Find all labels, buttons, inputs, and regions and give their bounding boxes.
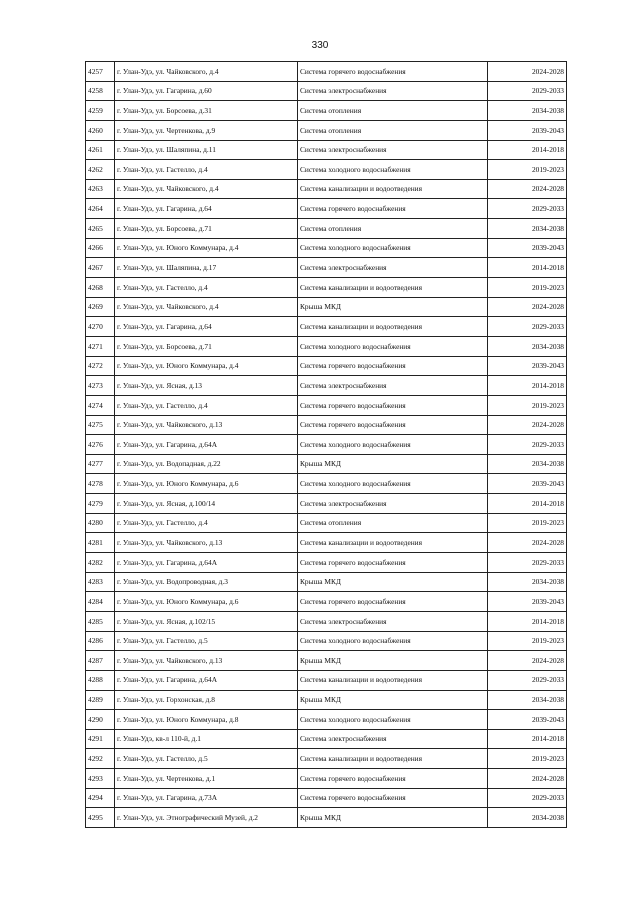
system-cell: Система горячего водоснабжения [298, 788, 488, 808]
table-row [86, 631, 567, 651]
address-cell: г. Улан-Удэ, ул. Шаляпина, д.17 [115, 258, 298, 278]
period-cell: 2019-2023 [488, 513, 567, 533]
address-cell: г. Улан-Удэ, ул. Шаляпина, д.11 [115, 140, 298, 160]
address-cell: г. Улан-Удэ, ул. Юного Коммунара, д.4 [115, 356, 298, 376]
address-cell: г. Улан-Удэ, ул. Гастелло, д.4 [115, 278, 298, 298]
address-cell: г. Улан-Удэ, ул. Горхонская, д.8 [115, 690, 298, 710]
table-body [86, 62, 567, 828]
row-number-cell: 4258 [86, 81, 115, 101]
system-cell: Система горячего водоснабжения [298, 395, 488, 415]
row-number-cell: 4276 [86, 435, 115, 455]
row-number-cell: 4295 [86, 808, 115, 828]
table-row [86, 120, 567, 140]
system-cell: Система отопления [298, 513, 488, 533]
row-number-cell: 4286 [86, 631, 115, 651]
system-cell: Система канализации и водоотведения [298, 317, 488, 337]
period-cell: 2034-2038 [488, 690, 567, 710]
system-cell: Система горячего водоснабжения [298, 769, 488, 789]
system-cell: Система электроснабжения [298, 376, 488, 396]
row-number-cell: 4271 [86, 336, 115, 356]
address-cell: г. Улан-Удэ, ул. Юного Коммунара, д.4 [115, 238, 298, 258]
period-cell: 2039-2043 [488, 356, 567, 376]
table-row [86, 474, 567, 494]
table-row [86, 219, 567, 239]
row-number-cell: 4294 [86, 788, 115, 808]
row-number-cell: 4259 [86, 101, 115, 121]
row-number-cell: 4261 [86, 140, 115, 160]
period-cell: 2024-2028 [488, 415, 567, 435]
system-cell: Система горячего водоснабжения [298, 62, 488, 82]
address-cell: г. Улан-Удэ, ул. Чайковского, д.13 [115, 533, 298, 553]
address-cell: г. Улан-Удэ, ул. Гагарина, д.64А [115, 435, 298, 455]
address-cell: г. Улан-Удэ, ул. Чайковского, д.13 [115, 415, 298, 435]
address-cell: г. Улан-Удэ, ул. Гастелло, д.4 [115, 160, 298, 180]
period-cell: 2014-2018 [488, 258, 567, 278]
row-number-cell: 4277 [86, 454, 115, 474]
table-row [86, 572, 567, 592]
table-row [86, 179, 567, 199]
system-cell: Система электроснабжения [298, 258, 488, 278]
system-cell: Система горячего водоснабжения [298, 356, 488, 376]
row-number-cell: 4288 [86, 670, 115, 690]
period-cell: 2014-2018 [488, 729, 567, 749]
row-number-cell: 4264 [86, 199, 115, 219]
table-row [86, 710, 567, 730]
address-cell: г. Улан-Удэ, ул. Юного Коммунара, д.6 [115, 592, 298, 612]
row-number-cell: 4263 [86, 179, 115, 199]
table-row [86, 160, 567, 180]
table-row [86, 140, 567, 160]
table-row [86, 611, 567, 631]
period-cell: 2034-2038 [488, 454, 567, 474]
table-row [86, 278, 567, 298]
row-number-cell: 4280 [86, 513, 115, 533]
table-row [86, 81, 567, 101]
row-number-cell: 4281 [86, 533, 115, 553]
system-cell: Крыша МКД [298, 690, 488, 710]
row-number-cell: 4260 [86, 120, 115, 140]
period-cell: 2029-2033 [488, 317, 567, 337]
address-cell: г. Улан-Удэ, ул. Этнографический Музей, д.2 [115, 808, 298, 828]
table-row [86, 749, 567, 769]
period-cell: 2034-2038 [488, 808, 567, 828]
address-cell: г. Улан-Удэ, ул. Ясная, д.100/14 [115, 494, 298, 514]
address-cell: г. Улан-Удэ, ул. Чайковского, д.4 [115, 179, 298, 199]
table-row [86, 356, 567, 376]
table-row [86, 513, 567, 533]
table-row [86, 690, 567, 710]
address-cell: г. Улан-Удэ, ул. Борсоева, д.71 [115, 336, 298, 356]
system-cell: Система канализации и водоотведения [298, 533, 488, 553]
system-cell: Система холодного водоснабжения [298, 160, 488, 180]
period-cell: 2029-2033 [488, 670, 567, 690]
system-cell: Система электроснабжения [298, 494, 488, 514]
system-cell: Система канализации и водоотведения [298, 278, 488, 298]
row-number-cell: 4275 [86, 415, 115, 435]
address-cell: г. Улан-Удэ, ул. Гастелло, д.4 [115, 513, 298, 533]
row-number-cell: 4257 [86, 62, 115, 82]
table-row [86, 62, 567, 82]
table-row [86, 297, 567, 317]
address-cell: г. Улан-Удэ, ул. Водопадная, д.22 [115, 454, 298, 474]
repair-schedule-table [85, 61, 567, 828]
period-cell: 2029-2033 [488, 81, 567, 101]
system-cell: Система горячего водоснабжения [298, 592, 488, 612]
table-row [86, 494, 567, 514]
period-cell: 2014-2018 [488, 140, 567, 160]
row-number-cell: 4283 [86, 572, 115, 592]
address-cell: г. Улан-Удэ, ул. Юного Коммунара, д.8 [115, 710, 298, 730]
period-cell: 2034-2038 [488, 219, 567, 239]
period-cell: 2019-2023 [488, 749, 567, 769]
period-cell: 2014-2018 [488, 611, 567, 631]
table-row [86, 395, 567, 415]
address-cell: г. Улан-Удэ, кв-л 110-й, д.1 [115, 729, 298, 749]
table-row [86, 553, 567, 573]
period-cell: 2024-2028 [488, 769, 567, 789]
row-number-cell: 4291 [86, 729, 115, 749]
period-cell: 2034-2038 [488, 101, 567, 121]
table-row [86, 808, 567, 828]
period-cell: 2024-2028 [488, 533, 567, 553]
period-cell: 2034-2038 [488, 572, 567, 592]
table-row [86, 258, 567, 278]
system-cell: Система отопления [298, 219, 488, 239]
row-number-cell: 4269 [86, 297, 115, 317]
system-cell: Крыша МКД [298, 297, 488, 317]
system-cell: Система электроснабжения [298, 611, 488, 631]
address-cell: г. Улан-Удэ, ул. Чертенкова, д.1 [115, 769, 298, 789]
address-cell: г. Улан-Удэ, ул. Гастелло, д.5 [115, 749, 298, 769]
period-cell: 2039-2043 [488, 710, 567, 730]
system-cell: Система холодного водоснабжения [298, 435, 488, 455]
table-row [86, 317, 567, 337]
address-cell: г. Улан-Удэ, ул. Ясная, д.13 [115, 376, 298, 396]
address-cell: г. Улан-Удэ, ул. Гагарина, д.73А [115, 788, 298, 808]
table-row [86, 336, 567, 356]
period-cell: 2024-2028 [488, 297, 567, 317]
row-number-cell: 4274 [86, 395, 115, 415]
system-cell: Крыша МКД [298, 651, 488, 671]
row-number-cell: 4293 [86, 769, 115, 789]
table-row [86, 238, 567, 258]
address-cell: г. Улан-Удэ, ул. Чайковского, д.4 [115, 297, 298, 317]
system-cell: Система горячего водоснабжения [298, 553, 488, 573]
period-cell: 2019-2023 [488, 278, 567, 298]
address-cell: г. Улан-Удэ, ул. Гастелло, д.4 [115, 395, 298, 415]
table-row [86, 199, 567, 219]
row-number-cell: 4270 [86, 317, 115, 337]
system-cell: Система холодного водоснабжения [298, 336, 488, 356]
system-cell: Крыша МКД [298, 572, 488, 592]
row-number-cell: 4289 [86, 690, 115, 710]
period-cell: 2039-2043 [488, 474, 567, 494]
row-number-cell: 4272 [86, 356, 115, 376]
row-number-cell: 4282 [86, 553, 115, 573]
period-cell: 2029-2033 [488, 435, 567, 455]
address-cell: г. Улан-Удэ, ул. Водопроводная, д.3 [115, 572, 298, 592]
address-cell: г. Улан-Удэ, ул. Гагарина, д.64А [115, 670, 298, 690]
table-row [86, 454, 567, 474]
system-cell: Система горячего водоснабжения [298, 415, 488, 435]
table-row [86, 101, 567, 121]
system-cell: Крыша МКД [298, 454, 488, 474]
table-row [86, 670, 567, 690]
period-cell: 2019-2023 [488, 395, 567, 415]
period-cell: 2024-2028 [488, 651, 567, 671]
period-cell: 2019-2023 [488, 160, 567, 180]
row-number-cell: 4279 [86, 494, 115, 514]
period-cell: 2019-2023 [488, 631, 567, 651]
address-cell: г. Улан-Удэ, ул. Чайковского, д.13 [115, 651, 298, 671]
table-row [86, 435, 567, 455]
row-number-cell: 4285 [86, 611, 115, 631]
system-cell: Система отопления [298, 120, 488, 140]
period-cell: 2039-2043 [488, 120, 567, 140]
row-number-cell: 4287 [86, 651, 115, 671]
period-cell: 2014-2018 [488, 376, 567, 396]
system-cell: Система канализации и водоотведения [298, 179, 488, 199]
table-row [86, 651, 567, 671]
address-cell: г. Улан-Удэ, ул. Гагарина, д.60 [115, 81, 298, 101]
row-number-cell: 4266 [86, 238, 115, 258]
table-row [86, 533, 567, 553]
period-cell: 2029-2033 [488, 788, 567, 808]
address-cell: г. Улан-Удэ, ул. Борсоева, д.71 [115, 219, 298, 239]
address-cell: г. Улан-Удэ, ул. Чайковского, д.4 [115, 62, 298, 82]
table-row [86, 729, 567, 749]
system-cell: Крыша МКД [298, 808, 488, 828]
address-cell: г. Улан-Удэ, ул. Гагарина, д.64 [115, 317, 298, 337]
system-cell: Система канализации и водоотведения [298, 749, 488, 769]
period-cell: 2024-2028 [488, 179, 567, 199]
table-row [86, 788, 567, 808]
period-cell: 2024-2028 [488, 62, 567, 82]
table-row [86, 592, 567, 612]
row-number-cell: 4265 [86, 219, 115, 239]
table-row [86, 415, 567, 435]
row-number-cell: 4268 [86, 278, 115, 298]
period-cell: 2029-2033 [488, 553, 567, 573]
table-row [86, 376, 567, 396]
system-cell: Система канализации и водоотведения [298, 670, 488, 690]
address-cell: г. Улан-Удэ, ул. Гагарина, д.64 [115, 199, 298, 219]
address-cell: г. Улан-Удэ, ул. Юного Коммунара, д.6 [115, 474, 298, 494]
address-cell: г. Улан-Удэ, ул. Ясная, д.102/15 [115, 611, 298, 631]
system-cell: Система электроснабжения [298, 140, 488, 160]
row-number-cell: 4278 [86, 474, 115, 494]
row-number-cell: 4292 [86, 749, 115, 769]
row-number-cell: 4290 [86, 710, 115, 730]
period-cell: 2039-2043 [488, 238, 567, 258]
system-cell: Система холодного водоснабжения [298, 710, 488, 730]
period-cell: 2014-2018 [488, 494, 567, 514]
row-number-cell: 4262 [86, 160, 115, 180]
system-cell: Система холодного водоснабжения [298, 238, 488, 258]
system-cell: Система холодного водоснабжения [298, 474, 488, 494]
period-cell: 2034-2038 [488, 336, 567, 356]
address-cell: г. Улан-Удэ, ул. Чертенкова, д.9 [115, 120, 298, 140]
row-number-cell: 4273 [86, 376, 115, 396]
address-cell: г. Улан-Удэ, ул. Гастелло, д.5 [115, 631, 298, 651]
row-number-cell: 4267 [86, 258, 115, 278]
table-row [86, 769, 567, 789]
address-cell: г. Улан-Удэ, ул. Борсоева, д.31 [115, 101, 298, 121]
page-number: 330 [311, 40, 329, 51]
row-number-cell: 4284 [86, 592, 115, 612]
system-cell: Система горячего водоснабжения [298, 199, 488, 219]
address-cell: г. Улан-Удэ, ул. Гагарина, д.64А [115, 553, 298, 573]
period-cell: 2039-2043 [488, 592, 567, 612]
period-cell: 2029-2033 [488, 199, 567, 219]
system-cell: Система электроснабжения [298, 729, 488, 749]
system-cell: Система электроснабжения [298, 81, 488, 101]
system-cell: Система холодного водоснабжения [298, 631, 488, 651]
system-cell: Система отопления [298, 101, 488, 121]
